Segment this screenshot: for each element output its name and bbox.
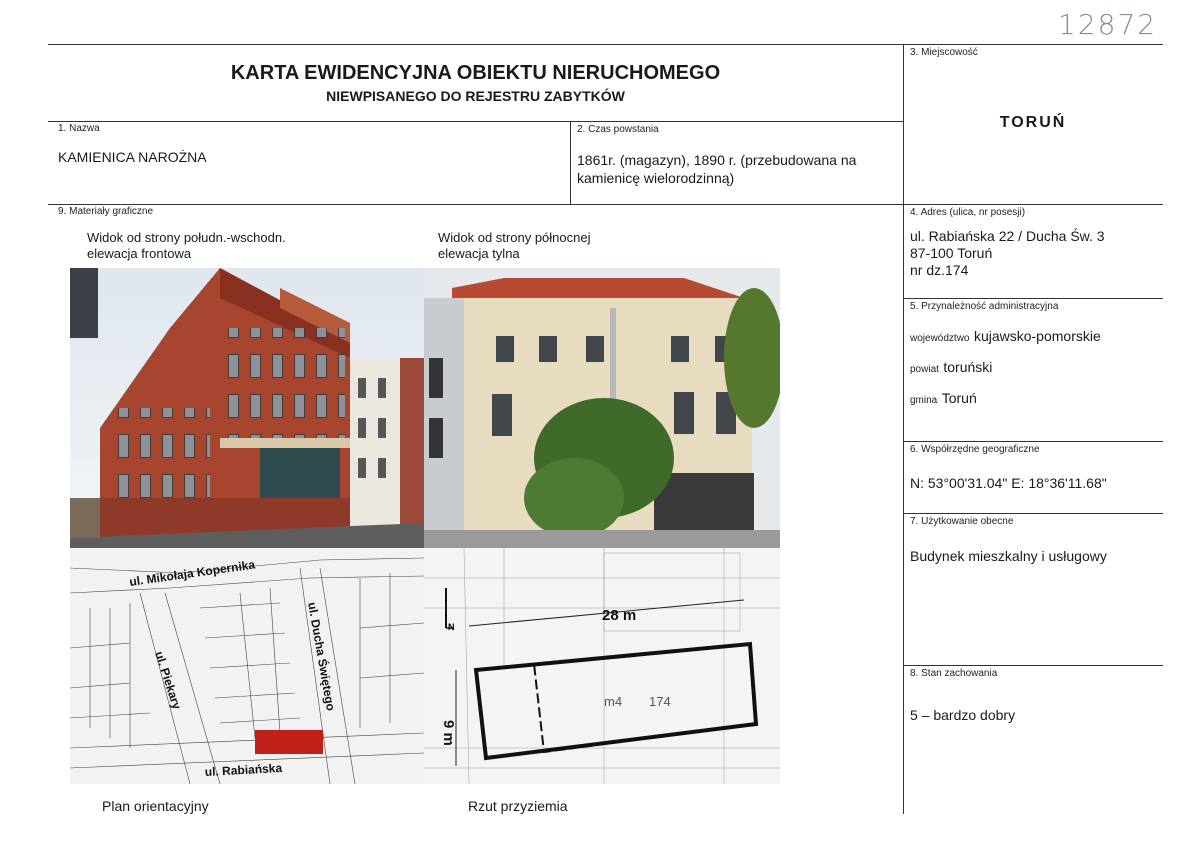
condition-label: 8. Stan zachowania bbox=[910, 668, 998, 679]
street-piekary-label: ul. Piekary bbox=[152, 649, 185, 712]
rear-caption-line-2: elewacja tylna bbox=[438, 246, 520, 261]
voivodeship-row bbox=[910, 327, 1101, 346]
admin-divider bbox=[903, 441, 1163, 442]
usage-value: Budynek mieszkalny i usługowy bbox=[910, 548, 1107, 564]
orientation-plan bbox=[70, 548, 424, 784]
county-value: toruński bbox=[943, 359, 993, 375]
address-label: 4. Adres (ulica, nr posesji) bbox=[910, 207, 1026, 218]
archive-number: 12872 bbox=[1058, 8, 1158, 41]
rear-facade-photo bbox=[424, 268, 780, 548]
condition-value: 5 – bardzo dobry bbox=[910, 707, 1016, 723]
coords-label: 6. Współrzędne geograficzne bbox=[910, 444, 1040, 455]
name-label: 1. Nazwa bbox=[58, 123, 100, 134]
graphics-divider bbox=[48, 204, 1163, 205]
header-divider bbox=[48, 121, 903, 122]
plan-caption: Plan orientacyjny bbox=[102, 798, 209, 814]
address-divider bbox=[903, 298, 1163, 299]
locality-label: 3. Miejscowość bbox=[910, 47, 978, 58]
north-arrow-label: N bbox=[448, 622, 455, 632]
street-kopernika-label: ul. Mikołaja Kopernika bbox=[128, 557, 256, 589]
date-line-2: kamienicę wielorodzinną) bbox=[577, 170, 735, 186]
parcel-code: m4 bbox=[604, 694, 623, 709]
commune-prefix: gmina bbox=[910, 395, 938, 406]
commune-row bbox=[910, 389, 977, 408]
floor-plan-caption: Rzut przyziemia bbox=[468, 798, 568, 814]
rear-caption-line-1: Widok od strony północnej bbox=[438, 230, 591, 245]
front-caption-line-2: elewacja frontowa bbox=[87, 246, 192, 261]
admin-label: 5. Przynależność administracyjna bbox=[910, 301, 1059, 312]
voivodeship-prefix: województwo bbox=[910, 333, 970, 344]
front-photo-caption bbox=[87, 230, 286, 262]
rear-photo-caption bbox=[438, 230, 590, 262]
top-border bbox=[48, 44, 1163, 45]
dimension-28m: 28 m bbox=[602, 607, 637, 624]
dimension-9m: 9 m bbox=[440, 720, 457, 746]
card-subtitle: NIEWPISANEGO DO REJESTRU ZABYTKÓW bbox=[326, 88, 625, 104]
front-facade-photo bbox=[70, 268, 424, 548]
coords-value: N: 53°00'31.04" E: 18°36'11.68" bbox=[910, 475, 1107, 491]
date-line-1: 1861r. (magazyn), 1890 r. (przebudowana na bbox=[577, 152, 857, 168]
commune-value: Toruń bbox=[941, 390, 977, 406]
coords-divider bbox=[903, 513, 1163, 514]
voivodeship-value: kujawsko-pomorskie bbox=[973, 328, 1101, 344]
ground-floor-plan bbox=[424, 548, 780, 784]
usage-divider bbox=[903, 665, 1163, 666]
right-column-divider bbox=[903, 44, 904, 814]
front-caption-line-1: Widok od strony połudn.-wschodn. bbox=[87, 230, 286, 245]
street-rabianska-label: ul. Rabiańska bbox=[204, 760, 283, 779]
card-title: KARTA EWIDENCYJNA OBIEKTU NIERUCHOMEGO bbox=[230, 62, 721, 84]
name-date-divider bbox=[570, 121, 571, 204]
usage-label: 7. Użytkowanie obecne bbox=[910, 516, 1014, 527]
address-line-2: 87-100 Toruń bbox=[910, 245, 993, 261]
locality-value: TORUŃ bbox=[999, 114, 1067, 131]
address-line-3: nr dz.174 bbox=[910, 262, 969, 278]
county-prefix: powiat bbox=[910, 364, 939, 375]
parcel-number: 174 bbox=[649, 694, 671, 709]
graphics-label: 9. Materiały graficzne bbox=[58, 206, 154, 217]
county-row bbox=[910, 358, 992, 377]
street-ducha-label: ul. Ducha Świętego bbox=[305, 601, 338, 712]
date-label: 2. Czas powstania bbox=[577, 124, 659, 135]
name-value: KAMIENICA NAROŻNA bbox=[58, 149, 207, 165]
address-line-1: ul. Rabiańska 22 / Ducha Św. 3 bbox=[910, 228, 1105, 244]
